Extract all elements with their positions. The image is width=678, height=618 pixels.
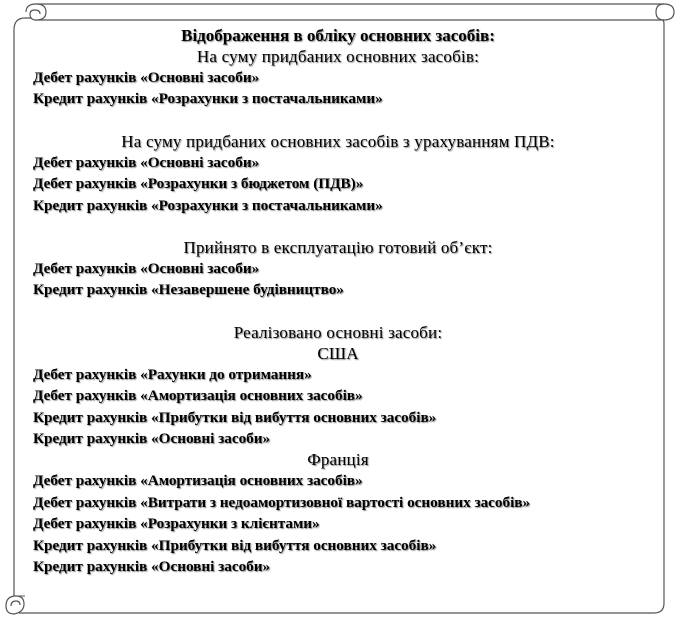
entry-line: Дебет рахунків «Розрахунки з клієнтами» [33,515,320,533]
entry-line: Кредит рахунків «Розрахунки з постачальниками» [33,196,383,214]
entry-line: Кредит рахунків «Прибутки від вибуття основних засобів» [33,408,437,426]
section-purchase [33,46,643,110]
entry-line: Дебет рахунків «Розрахунки з бюджетом (ПДВ)» [33,175,364,193]
section-heading: На суму придбаних основних засобів: [196,47,480,66]
scroll-top-roll [36,4,674,20]
entry-line: Дебет рахунків «Рахунки до отримання» [33,365,312,383]
document-content [33,25,643,578]
subsection-heading-usa: США [317,343,359,363]
section-commissioned [33,237,643,301]
entry-line: Дебет рахунків «Амортизація основних засобів» [33,387,363,405]
entry-line: Кредит рахунків «Розрахунки з постачальниками» [33,90,383,108]
entry-line: Дебет рахунків «Основні засоби» [33,153,260,171]
document-title: Відображення в обліку основних засобів: [181,26,495,45]
section-heading: Прийнято в експлуатацію готовий об’єкт: [183,238,493,258]
subsection-heading-france: Франція [307,450,369,470]
entry-line: Дебет рахунків «Амортизація основних засобів» [33,472,363,490]
entry-line: Кредит рахунків «Незавершене будівництво» [33,281,344,299]
scroll-bottom-curl [6,596,24,614]
section-heading: Реалізовано основні засоби: [233,322,443,342]
section-sold [33,322,643,578]
entry-line: Дебет рахунків «Витрати з недоамортизовної вартості основних засобів» [33,493,531,511]
entry-line: Кредит рахунків «Прибутки від вибуття основних засобів» [33,536,437,554]
entry-line: Кредит рахунків «Основні засоби» [33,558,271,576]
section-heading: На суму придбаних основних засобів з урахуванням ПДВ: [121,131,555,151]
section-purchase-vat [33,131,643,216]
entry-line: Дебет рахунків «Основні засоби» [33,69,260,86]
entry-line: Кредит рахунків «Основні засоби» [33,430,271,448]
entry-line: Дебет рахунків «Основні засоби» [33,260,260,278]
